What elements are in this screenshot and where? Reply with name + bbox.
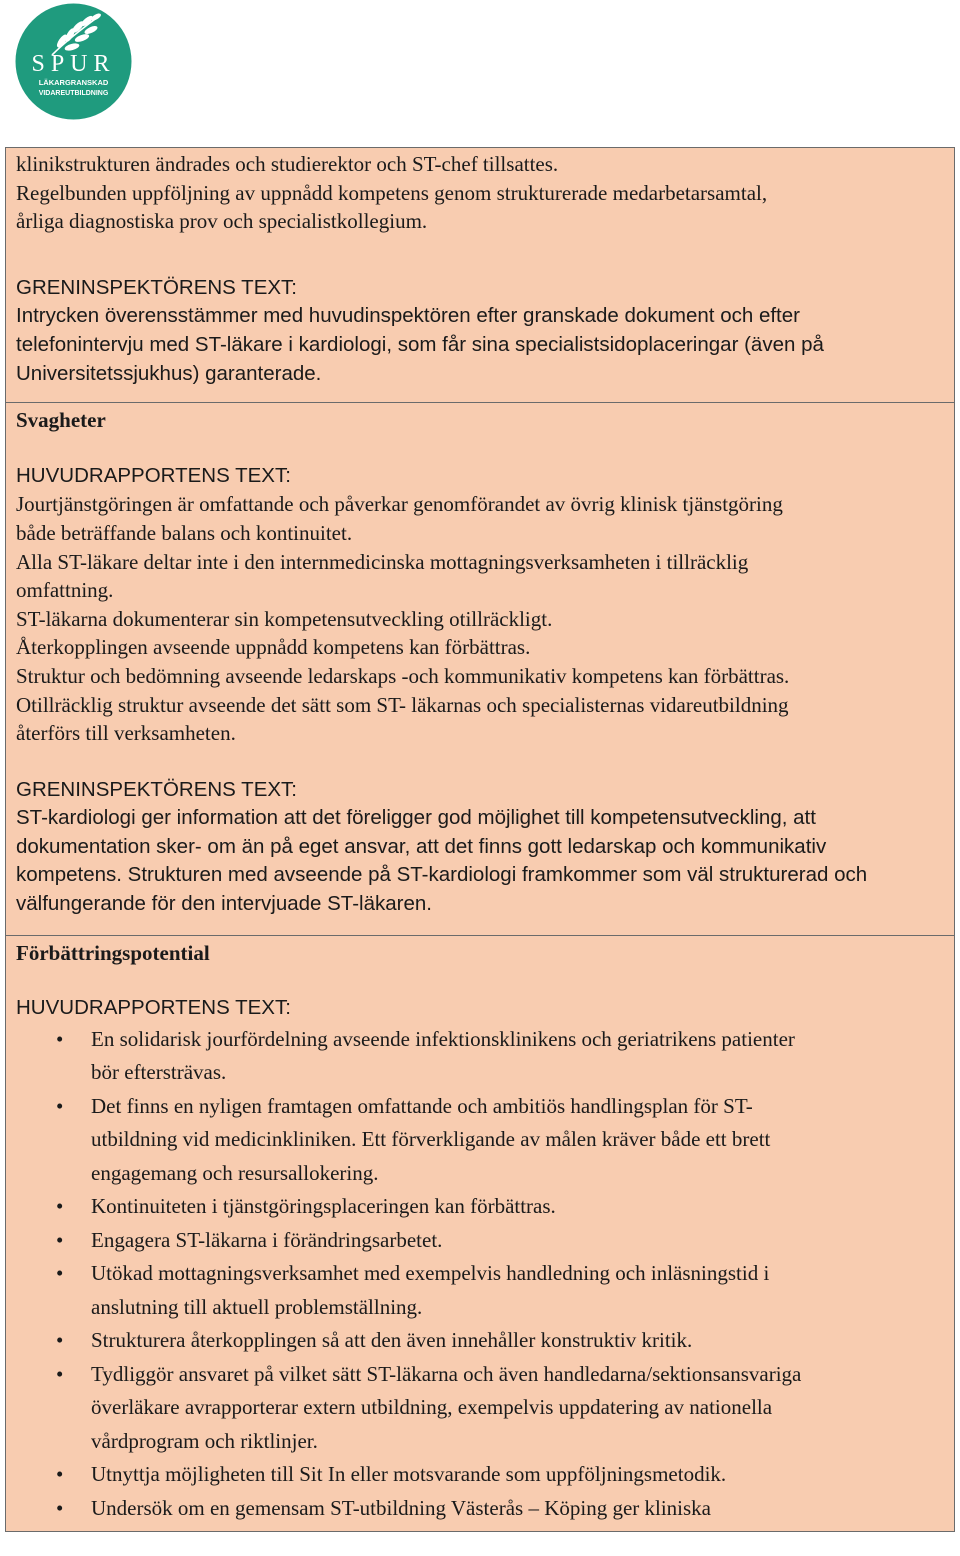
weaknesses-section xyxy=(6,402,954,935)
huvudrapport-heading: HUVUDRAPPORTENS TEXT: xyxy=(16,996,291,1020)
list-item-line: Utnyttja möjligheten till Sit In eller motsvarande som uppföljningsmetodik. xyxy=(91,1462,727,1487)
list-item-line: Det finns en nyligen framtagen omfattande och ambitiös handlingsplan för ST- xyxy=(91,1093,753,1118)
list-item-line: Kontinuiteten i tjänstgöringsplaceringen kan förbättras. xyxy=(91,1194,556,1219)
list-item xyxy=(16,1492,944,1526)
list-item-line: Engagera ST-läkarna i förändringsarbetet. xyxy=(91,1227,443,1252)
text-line: Regelbunden uppföljning av uppnådd kompetens genom strukturerade medarbetarsamtal, xyxy=(16,180,768,205)
text-line: ST-kardiologi ger information att det föreligger god möjlighet till kompetensutveckling, att xyxy=(16,806,816,830)
list-item xyxy=(16,1224,944,1258)
text-line: ST-läkarna dokumenterar sin kompetensutveckling otillräckligt. xyxy=(16,606,553,631)
huvudrapport-heading: HUVUDRAPPORTENS TEXT: xyxy=(16,463,291,487)
text-line: Universitetssjukhus) garanterade. xyxy=(16,361,322,385)
text-line: Alla ST-läkare deltar inte i den internmedicinska mottagningsverksamheten i tillräcklig xyxy=(16,549,749,574)
section-title: Förbättringspotential xyxy=(16,940,210,965)
list-item-line: Undersök om en gemensam ST-utbildning Västerås – Köping ger kliniska xyxy=(91,1495,712,1520)
greninspektor-heading: GRENINSPEKTÖRENS TEXT: xyxy=(16,777,297,801)
text-line: Otillräcklig struktur avseende det sätt som ST- läkarnas och specialisternas vidareutbildning xyxy=(16,692,789,717)
list-item xyxy=(16,1458,944,1492)
list-item xyxy=(16,1324,944,1358)
text-line: återförs till verksamheten. xyxy=(16,721,236,746)
logo-wordmark: SPUR xyxy=(31,51,116,77)
list-item-line: engagemang och resursallokering. xyxy=(91,1160,379,1185)
list-item xyxy=(16,1190,944,1224)
list-item xyxy=(16,1023,944,1090)
spur-logo xyxy=(14,3,133,120)
list-item-line: utbildning vid medicinkliniken. Ett förverkligande av målen kräver både ett brett xyxy=(91,1127,771,1152)
text-line: telefonintervju med ST-läkare i kardiologi, som får sina specialistsidoplaceringar (även på xyxy=(16,332,824,356)
list-item-line: En solidarisk jourfördelning avseende infektionsklinikens och geriatrikens patienter xyxy=(91,1026,795,1051)
report-table xyxy=(5,147,955,1532)
improvement-section xyxy=(6,935,954,1532)
strengths-continuation-section xyxy=(6,148,954,402)
text-line: årliga diagnostiska prov och specialistkollegium. xyxy=(16,209,428,234)
list-item xyxy=(16,1090,944,1191)
list-item-line: överläkare avrapporterar extern utbildning, exempelvis uppdatering av nationella xyxy=(91,1395,773,1420)
greninspektor-heading: GRENINSPEKTÖRENS TEXT: xyxy=(16,275,297,299)
section-title: Svagheter xyxy=(16,408,106,433)
list-item-line: Strukturera återkopplingen så att den även innehåller konstruktiv kritik. xyxy=(91,1328,693,1353)
list-item-line: Utökad mottagningsverksamhet med exempelvis handledning och inläsningstid i xyxy=(91,1261,770,1286)
logo-subtitle-1: LÄKARGRANSKAD xyxy=(38,78,109,87)
text-line: välfungerande för den intervjuade ST-läkaren. xyxy=(16,892,432,916)
list-item-line: vårdprogram och riktlinjer. xyxy=(91,1428,318,1453)
list-item xyxy=(16,1358,944,1459)
text-line: Intrycken överensstämmer med huvudinspektören efter granskade dokument och efter xyxy=(16,304,800,328)
text-line: omfattning. xyxy=(16,578,114,603)
text-line: Jourtjänstgöringen är omfattande och påverkar genomförandet av övrig klinisk tjänstgöring xyxy=(16,492,783,517)
list-item-line: anslutning till aktuell problemställning. xyxy=(91,1294,423,1319)
text-line: dokumentation sker- om än på eget ansvar, att det finns gott ledarskap och kommunikativ xyxy=(16,834,827,858)
list-item-line: Tydliggör ansvaret på vilket sätt ST-läkarna och även handledarna/sektionsansvariga xyxy=(91,1361,802,1386)
logo-subtitle-2: VIDAREUTBILDNING xyxy=(38,90,109,97)
list-item-line: bör eftersträvas. xyxy=(91,1060,227,1085)
list-item xyxy=(16,1257,944,1324)
text-line: Återkopplingen avseende uppnådd kompetens kan förbättras. xyxy=(16,635,531,660)
improvement-list xyxy=(16,1023,944,1526)
text-line: Struktur och bedömning avseende ledarskaps -och kommunikativ kompetens kan förbättras. xyxy=(16,663,790,688)
text-line: både beträffande balans och kontinuitet. xyxy=(16,520,353,545)
text-line: klinikstrukturen ändrades och studierektor och ST-chef tillsattes. xyxy=(16,152,559,176)
text-line: kompetens. Strukturen med avseende på ST-kardiologi framkommer som väl strukturerad och xyxy=(16,863,868,887)
